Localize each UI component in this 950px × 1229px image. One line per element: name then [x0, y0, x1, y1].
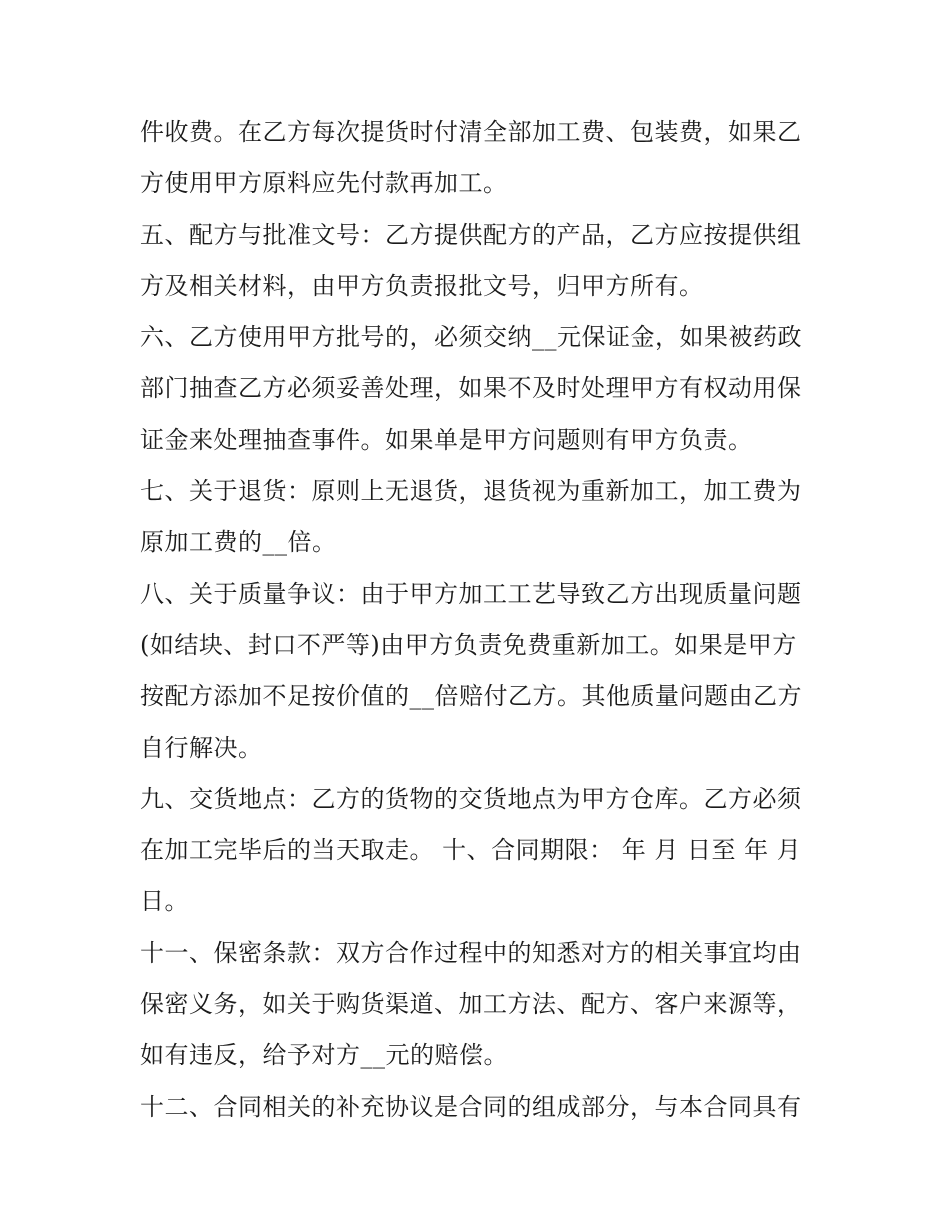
text-line: 在加工完毕后的当天取走。 十、合同期限： 年 月 日至 年 月 — [140, 836, 802, 865]
text-line: (如结块、封口不严等)由甲方负责免费重新加工。如果是甲方 — [140, 630, 797, 659]
text-line: 按配方添加不足按价值的__倍赔付乙方。其他质量问题由乙方 — [140, 682, 802, 711]
text-line: 七、关于退货：原则上无退货，退货视为重新加工，加工费为 — [140, 477, 802, 506]
text-line: 五、配方与批准文号：乙方提供配方的产品，乙方应按提供组 — [140, 220, 802, 249]
text-line: 十二、合同相关的补充协议是合同的组成部分，与本合同具有 — [140, 1092, 802, 1121]
contract-body — [140, 107, 820, 1133]
text-line: 十一、保密条款：双方合作过程中的知悉对方的相关事宜均由 — [140, 938, 802, 967]
text-line: 证金来处理抽查事件。如果单是甲方问题则有甲方负责。 — [140, 425, 753, 454]
text-line: 原加工费的__倍。 — [140, 528, 337, 557]
text-line: 部门抽查乙方必须妥善处理，如果不及时处理甲方有权动用保 — [140, 374, 802, 403]
text-line: 九、交货地点：乙方的货物的交货地点为甲方仓库。乙方必须 — [140, 784, 802, 813]
text-line: 如有违反，给予对方__元的赔偿。 — [140, 1041, 508, 1070]
text-line: 方及相关材料，由甲方负责报批文号，归甲方所有。 — [140, 271, 704, 300]
text-line: 方使用甲方原料应先付款再加工。 — [140, 169, 508, 198]
text-line: 六、乙方使用甲方批号的，必须交纳__元保证金，如果被药政 — [140, 323, 802, 352]
text-line: 保密义务，如关于购货渠道、加工方法、配方、客户来源等， — [140, 990, 802, 1019]
text-line: 自行解决。 — [140, 733, 263, 762]
text-line: 件收费。在乙方每次提货时付清全部加工费、包装费，如果乙 — [140, 118, 802, 146]
text-line: 日。 — [140, 887, 189, 916]
text-line: 八、关于质量争议：由于甲方加工工艺导致乙方出现质量问题 — [140, 579, 802, 608]
